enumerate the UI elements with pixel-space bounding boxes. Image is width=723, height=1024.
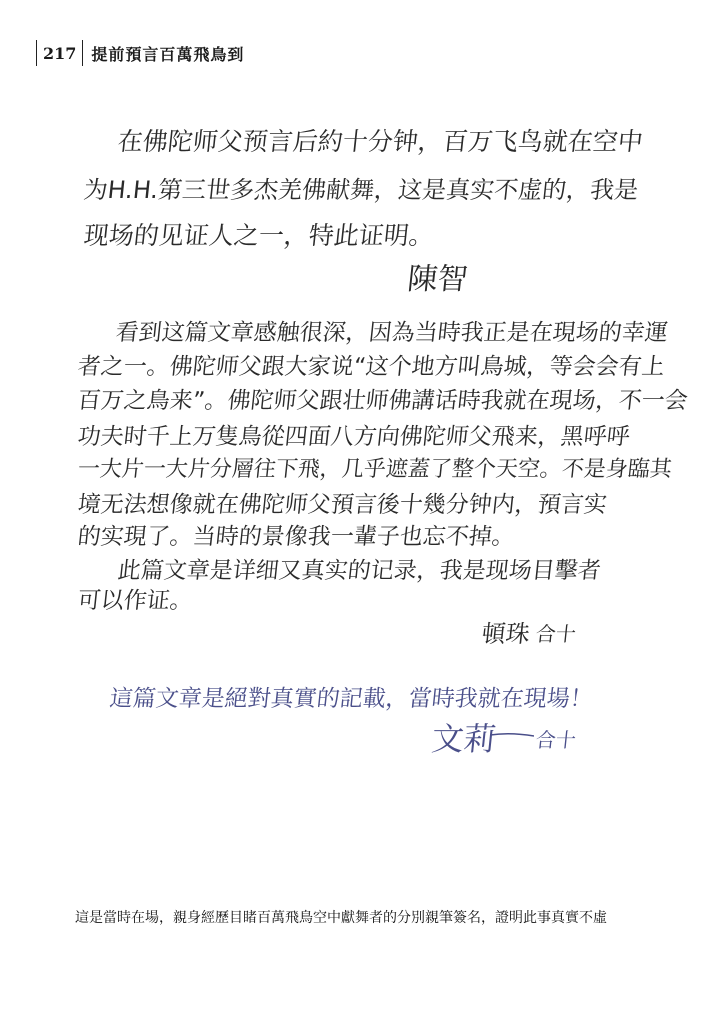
handwritten-line: 此篇文章是详细又真实的记录，我是现场目擊者 [116, 558, 603, 584]
handwritten-line: 的实現了。当時的景像我一輩子也忘不掉。 [76, 524, 517, 550]
signature-wen-li: 文莉 [429, 720, 498, 758]
closing-he-shi: 合十 [534, 622, 578, 646]
signature-flourish [490, 730, 534, 740]
handwritten-line: 百万之鳥来”。佛陀师父跟壮师佛講话時我就在現场，不一会 [76, 388, 690, 414]
signature-dun-zhu: 頓珠 [480, 620, 532, 648]
page-number: 217 [43, 43, 77, 63]
signature-chen-zhi: 陳智 [405, 262, 470, 297]
handwritten-line: 境无法想像就在佛陀师父預言後十幾分钟内，預言实 [76, 492, 609, 518]
running-title: 提前預言百萬飛鳥到 [91, 44, 245, 64]
handwritten-line: 看到这篇文章感触很深，因為当時我正是在現场的幸運 [114, 320, 670, 346]
handwritten-line: 這篇文章是絕對真實的記載，當時我就在現場！ [108, 686, 595, 712]
handwritten-line: 一大片一大片分層往下飛，几乎遮蓋了整个天空。不是身臨其 [76, 457, 674, 482]
photo-caption: 這是當時在場，親身經歷目睹百萬飛鳥空中獻舞者的分別親筆簽名，證明此事真實不虛 [75, 910, 607, 926]
handwritten-line: 可以作证。 [76, 588, 195, 614]
handwritten-line: 现场的见证人之一，特此证明。 [82, 221, 436, 250]
handwritten-line: 为H.H.第三世多杰羌佛献舞，这是真实不虚的，我是 [82, 176, 640, 204]
page-header [36, 40, 244, 66]
handwritten-line: 者之一。佛陀师父跟大家说“这个地方叫鳥城，等会会有上 [76, 354, 667, 380]
handwritten-line: 在佛陀师父预言后約十分钟，百万飞鸟就在空中 [116, 127, 645, 156]
handwritten-line: 功夫时千上万隻鳥從四面八方向佛陀师父飛来，黑呼呼 [76, 424, 632, 450]
closing-he-shi: 合十 [534, 728, 578, 752]
